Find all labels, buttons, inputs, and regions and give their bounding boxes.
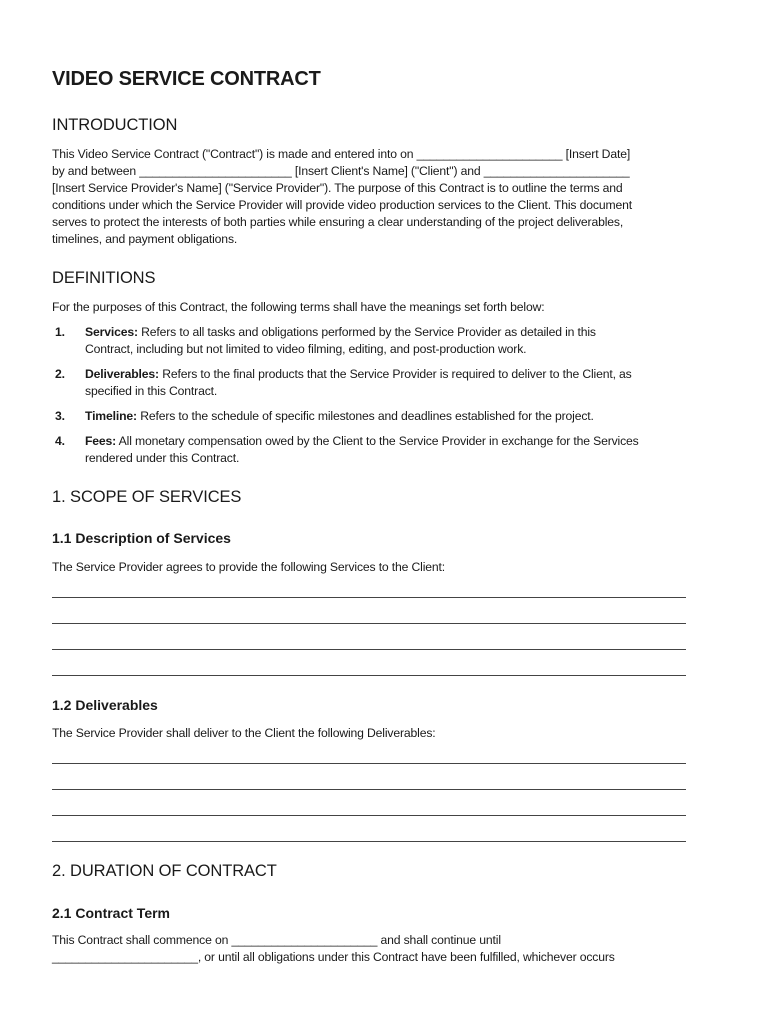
definition-text: rendered under this Contract. — [85, 451, 240, 465]
description-heading: 1.1 Description of Services — [52, 530, 231, 546]
blank-line — [52, 675, 686, 676]
deliverables-heading: 1.2 Deliverables — [52, 697, 158, 713]
definition-text: All monetary compensation owed by the Client to the Service Provider in exchange for the Services — [118, 434, 639, 448]
document-title: VIDEO SERVICE CONTRACT — [52, 68, 321, 90]
introduction-line: conditions under which the Service Provider will provide video production services to the Client. This document — [52, 198, 632, 212]
definition-timeline — [52, 408, 722, 425]
definition-deliverables — [52, 366, 722, 400]
definition-number: 3. — [55, 409, 65, 423]
definition-number: 2. — [55, 367, 65, 381]
definition-term: Fees: — [85, 434, 117, 448]
definition-number: 4. — [55, 434, 65, 448]
introduction-line: This Video Service Contract ("Contract") is made and entered into on ______________________ [Insert Date] — [52, 147, 631, 161]
duration-heading: 2. DURATION OF CONTRACT — [52, 862, 277, 880]
blank-line — [52, 789, 686, 790]
blank-line — [52, 815, 686, 816]
definition-term: Deliverables: — [85, 367, 159, 381]
contract-term-line: ______________________, or until all obligations under this Contract have been fulfilled, whichever occurs — [52, 950, 615, 964]
definition-fees — [52, 433, 722, 467]
definition-text: Contract, including but not limited to video filming, editing, and post-production work. — [85, 342, 527, 356]
description-text: The Service Provider agrees to provide the following Services to the Client: — [52, 560, 446, 574]
definitions-intro: For the purposes of this Contract, the following terms shall have the meanings set forth below: — [52, 300, 545, 314]
description-blank-lines — [52, 597, 686, 701]
blank-line — [52, 623, 686, 624]
contract-term-line: This Contract shall commence on ______________________ and shall continue until — [52, 933, 501, 947]
contract-term-heading: 2.1 Contract Term — [52, 905, 170, 921]
definition-text: Refers to all tasks and obligations performed by the Service Provider as detailed in this — [141, 325, 596, 339]
definition-term: Services: — [85, 325, 138, 339]
introduction-line: timelines, and payment obligations. — [52, 232, 238, 246]
introduction-line: serves to protect the interests of both parties while ensuring a clear understanding of the project deliverables, — [52, 215, 624, 229]
definition-text: Refers to the final products that the Service Provider is required to deliver to the Client, as — [162, 367, 632, 381]
definition-term: Timeline: — [85, 409, 137, 423]
introduction-paragraph — [52, 146, 722, 248]
scope-heading: 1. SCOPE OF SERVICES — [52, 488, 242, 506]
blank-line — [52, 763, 686, 764]
blank-line — [52, 597, 686, 598]
introduction-line: [Insert Service Provider's Name] ("Service Provider"). The purpose of this Contract is to outline the terms and — [52, 181, 623, 195]
introduction-line: by and between _______________________ [Insert Client's Name] ("Client") and ______________________ — [52, 164, 630, 178]
deliverables-text: The Service Provider shall deliver to the Client the following Deliverables: — [52, 726, 436, 740]
deliverables-blank-lines — [52, 763, 686, 867]
definition-services — [52, 324, 722, 358]
definitions-list — [52, 324, 722, 475]
definition-text: Refers to the schedule of specific milestones and deadlines established for the project. — [140, 409, 594, 423]
definition-number: 1. — [55, 325, 65, 339]
introduction-heading: INTRODUCTION — [52, 116, 178, 134]
blank-line — [52, 649, 686, 650]
contract-term-paragraph — [52, 932, 722, 966]
definition-text: specified in this Contract. — [85, 384, 218, 398]
definitions-heading: DEFINITIONS — [52, 269, 156, 287]
blank-line — [52, 841, 686, 842]
